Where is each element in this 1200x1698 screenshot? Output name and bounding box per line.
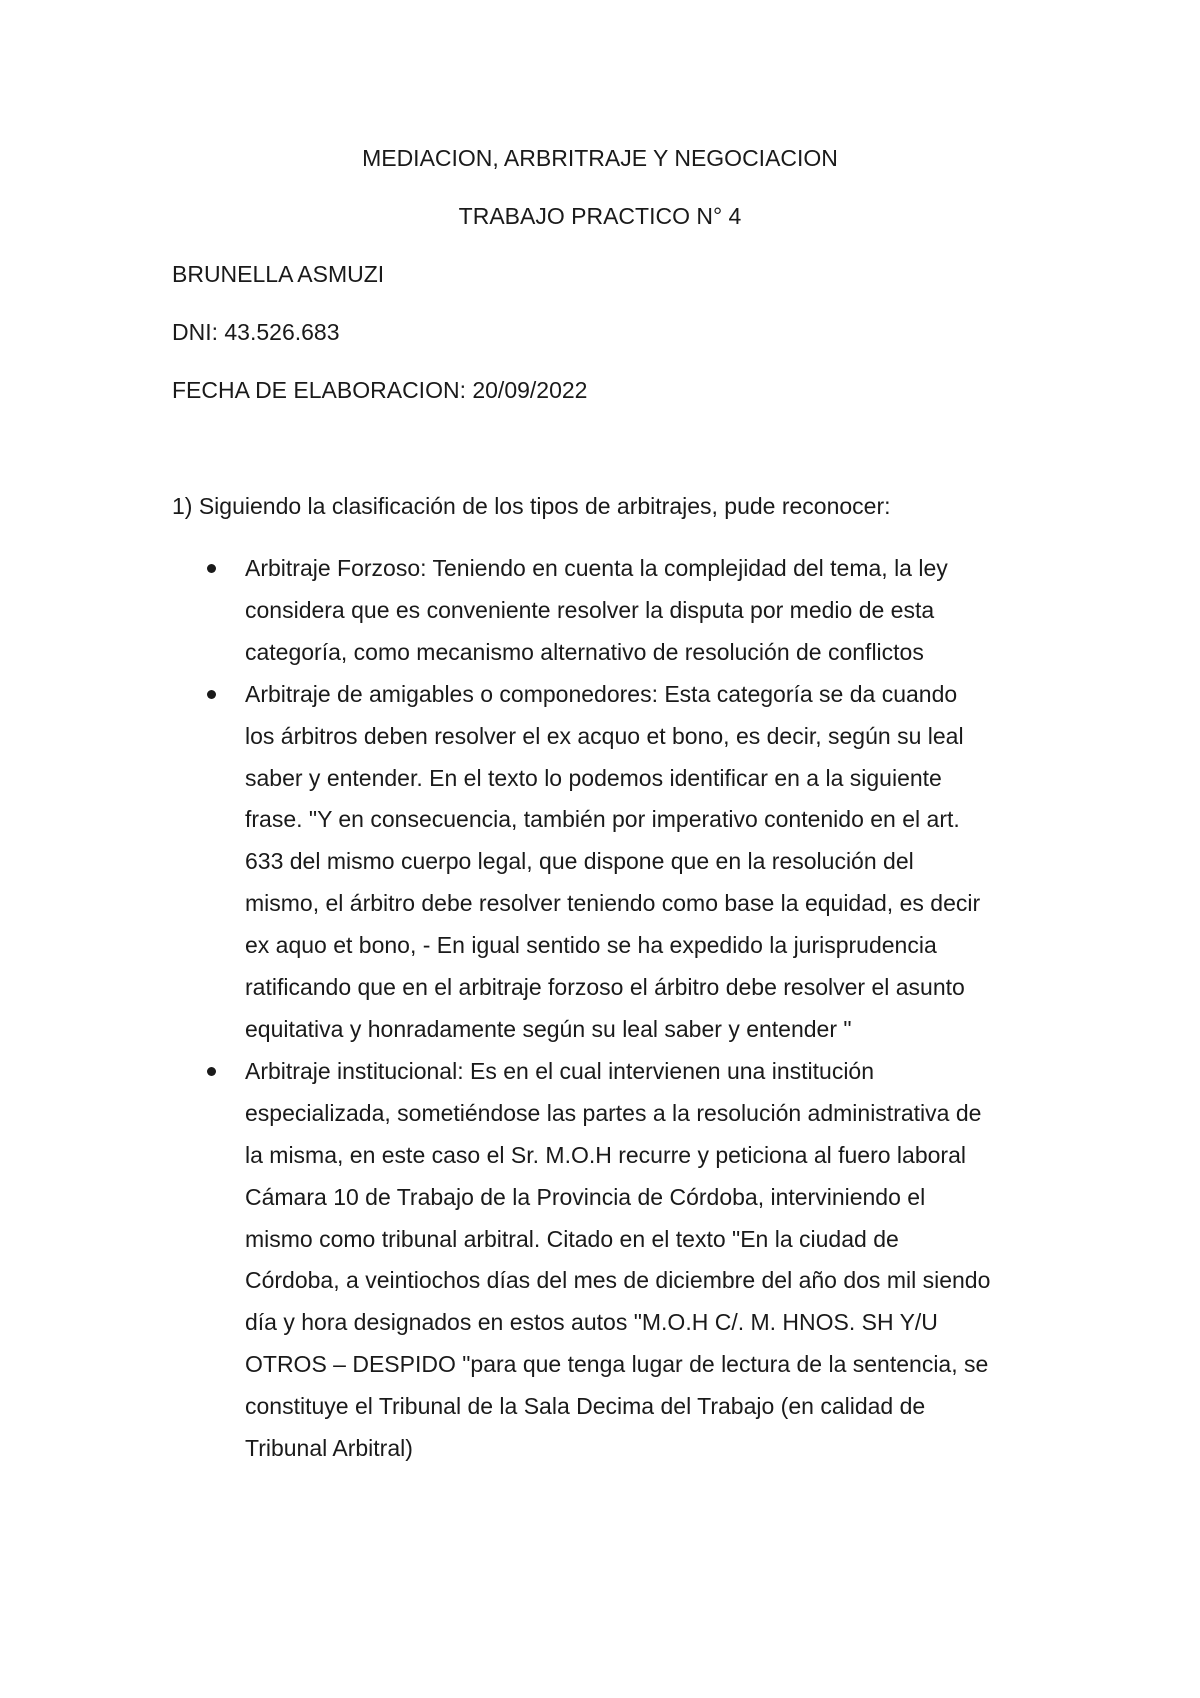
list-item-institucional (172, 1051, 1072, 1470)
list-item-line: 633 del mismo cuerpo legal, que dispone que en la resolución del (245, 848, 914, 875)
bullet-icon (207, 564, 216, 573)
arbitration-types-list (172, 548, 1072, 1470)
student-name: BRUNELLA ASMUZI (172, 261, 385, 287)
bullet-icon (207, 1067, 216, 1076)
list-item-line: ex aquo et bono, - En igual sentido se ha expedido la jurisprudencia (245, 932, 937, 959)
list-item-line: considera que es conveniente resolver la disputa por medio de esta (245, 596, 935, 623)
list-item-line: los árbitros deben resolver el ex acquo et bono, es decir, según su leal (245, 722, 964, 749)
list-item-line: OTROS – DESPIDO "para que tenga lugar de lectura de la sentencia, se (245, 1351, 989, 1378)
bullet-icon (207, 690, 216, 699)
list-item-line: saber y entender. En el texto lo podemos identificar en a la siguiente (245, 764, 942, 791)
list-item-line: Cámara 10 de Trabajo de la Provincia de Córdoba, interviniendo el (245, 1183, 926, 1210)
list-item-line: equitativa y honradamente según su leal saber y entender " (245, 1015, 852, 1042)
list-item-line: especializada, sometiéndose las partes a la resolución administrativa de (245, 1099, 982, 1126)
list-item-line: categoría, como mecanismo alternativo de resolución de conflictos (245, 638, 924, 665)
student-dni: DNI: 43.526.683 (172, 319, 340, 345)
list-item-line: Arbitraje institucional: Es en el cual intervienen una institución (245, 1057, 875, 1084)
list-item-line: día y hora designados en estos autos "M.O.H C/. M. HNOS. SH Y/U (245, 1309, 938, 1336)
list-item-line: la misma, en este caso el Sr. M.O.H recurre y peticiona al fuero laboral (245, 1141, 966, 1168)
elaboration-date: FECHA DE ELABORACION: 20/09/2022 (172, 377, 588, 403)
question-1-heading: 1) Siguiendo la clasificación de los tipos de arbitrajes, pude reconocer: (172, 493, 891, 519)
list-item-line: Tribunal Arbitral) (245, 1435, 413, 1462)
list-item-line: Arbitraje Forzoso: Teniendo en cuenta la complejidad del tema, la ley (245, 555, 948, 581)
list-item-line: frase. "Y en consecuencia, también por imperativo contenido en el art. (245, 806, 960, 833)
list-item-line: Arbitraje de amigables o componedores: Esta categoría se da cuando (245, 680, 958, 707)
list-item-line: constituye el Tribunal de la Sala Decima del Trabajo (en calidad de (245, 1393, 926, 1420)
list-item-line: mismo, el árbitro debe resolver teniendo como base la equidad, es decir (245, 890, 981, 917)
list-item-forzoso (172, 548, 1072, 674)
list-item-line: ratificando que en el arbitraje forzoso el árbitro debe resolver el asunto (245, 974, 965, 1001)
course-title: MEDIACION, ARBRITRAJE Y NEGOCIACION (362, 145, 838, 171)
list-item-amigables-componedores (172, 674, 1072, 1051)
list-item-line: Córdoba, a veintiochos días del mes de diciembre del año dos mil siendo (245, 1267, 991, 1294)
list-item-line: mismo como tribunal arbitral. Citado en el texto "En la ciudad de (245, 1225, 899, 1252)
assignment-title: TRABAJO PRACTICO N° 4 (458, 203, 742, 229)
